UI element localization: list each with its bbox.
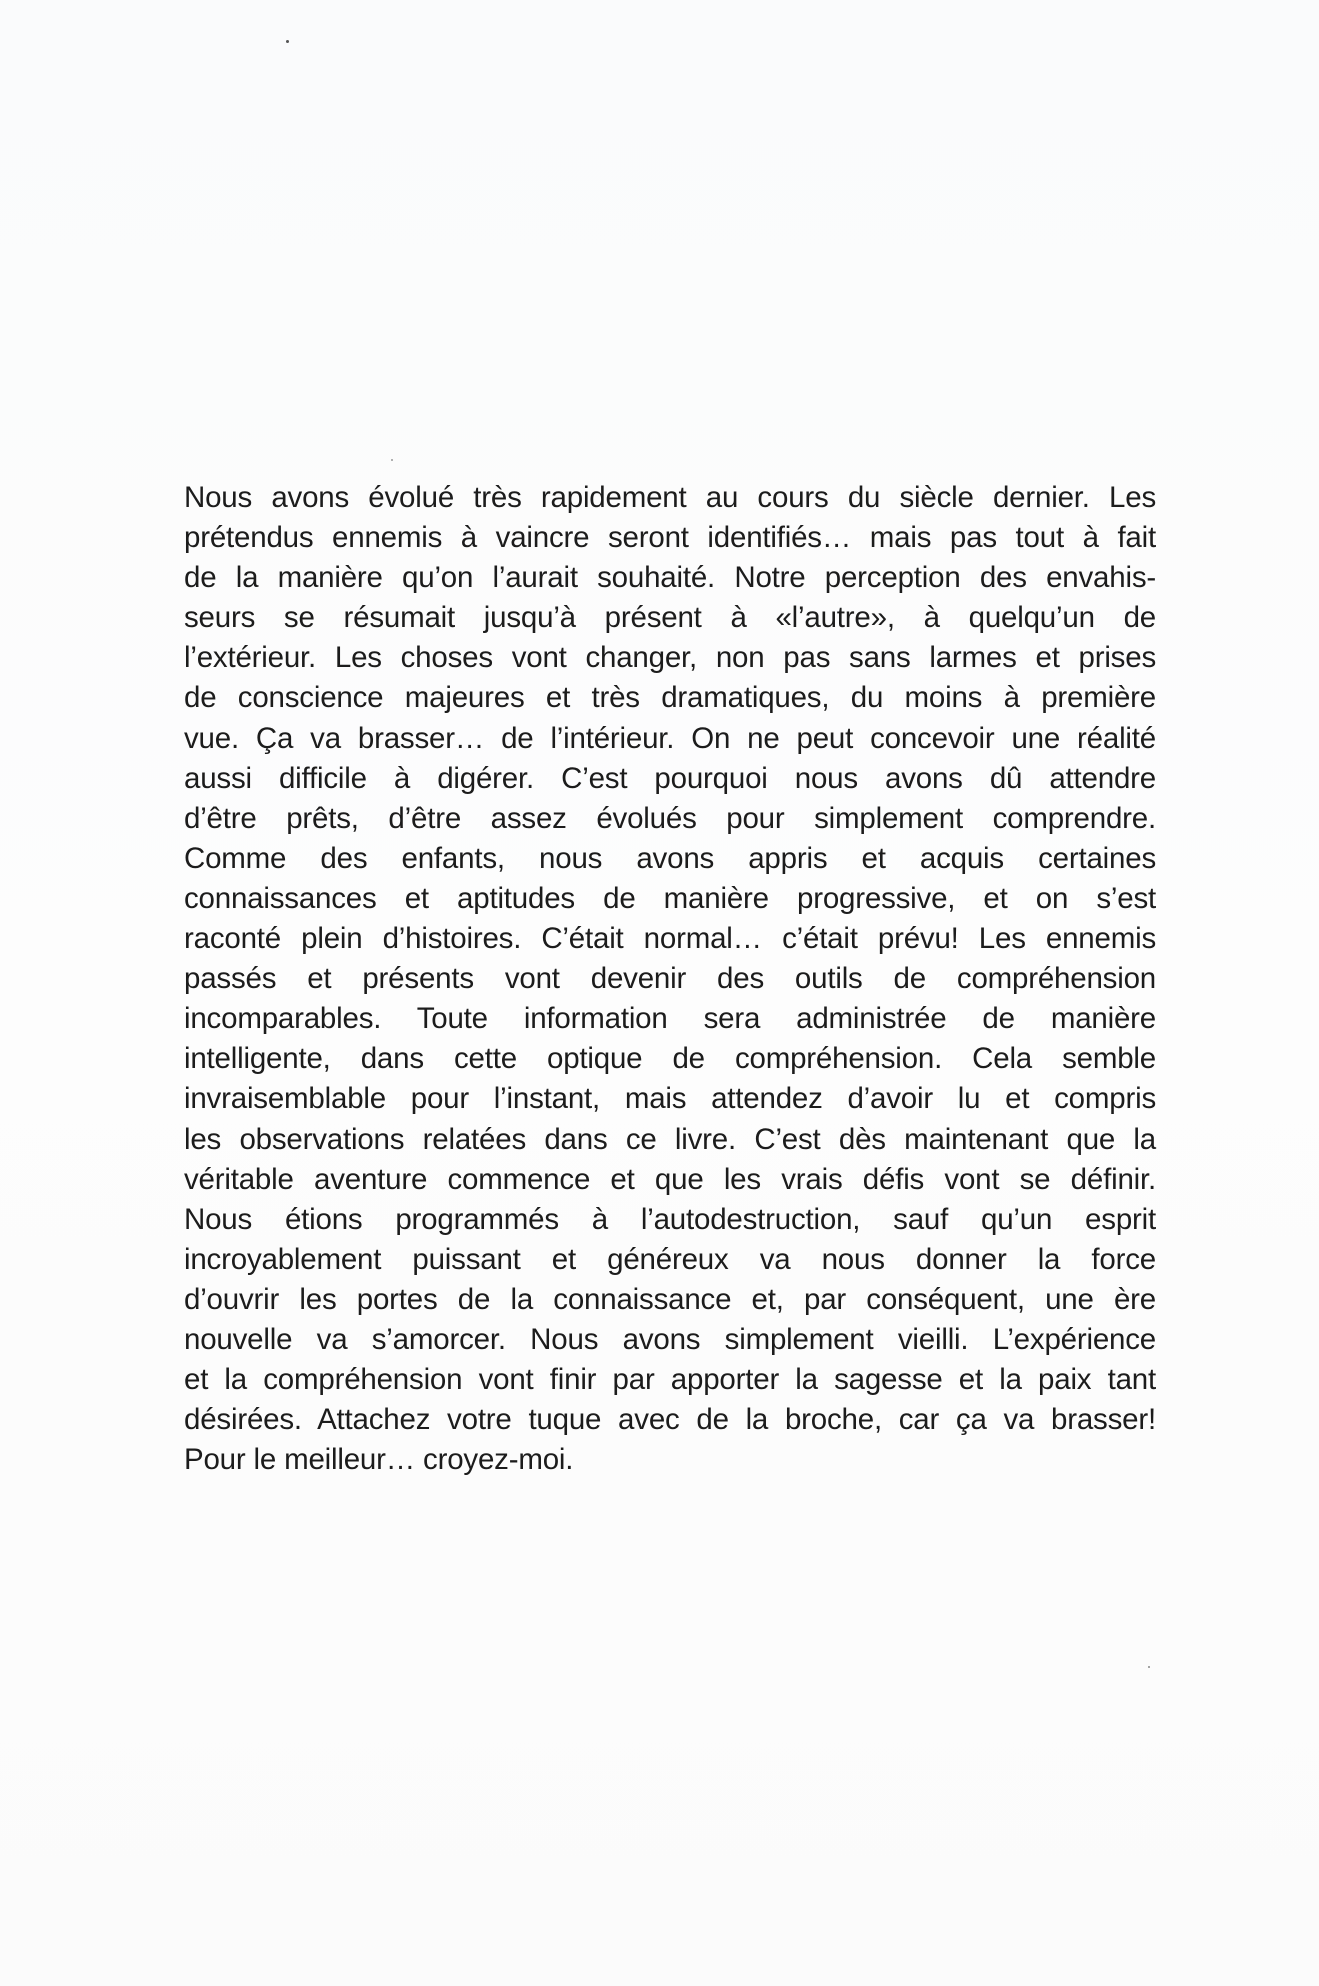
text-line: incroyablement puissant et généreux va nous donner la force — [184, 1242, 1156, 1276]
scan-speck — [391, 459, 393, 461]
text-line: passés et présents vont devenir des outils de compréhension — [184, 962, 1156, 996]
text-line: raconté plein d’histoires. C’était normal… c’était prévu! Les ennemis — [184, 922, 1156, 956]
text-line: prétendus ennemis à vaincre seront identifiés… mais pas tout à fait — [184, 521, 1156, 555]
text-line: désirées. Attachez votre tuque avec de la broche, car ça va brasser! — [184, 1403, 1156, 1437]
text-line: de la manière qu’on l’aurait souhaité. Notre perception des envahis- — [184, 561, 1156, 595]
scan-speck — [1148, 1666, 1150, 1668]
text-line: aussi difficile à digérer. C’est pourquoi nous avons dû attendre — [184, 761, 1156, 795]
text-line: Comme des enfants, nous avons appris et acquis certaines — [184, 841, 1156, 875]
text-line-last: Pour le meilleur… croyez-moi. — [184, 1443, 574, 1477]
text-line: et la compréhension vont finir par apporter la sagesse et la paix tant — [184, 1363, 1156, 1397]
text-line: Nous avons évolué très rapidement au cours du siècle dernier. Les — [184, 481, 1156, 514]
text-line: Nous étions programmés à l’autodestruction, sauf qu’un esprit — [184, 1202, 1156, 1236]
text-line: seurs se résumait jusqu’à présent à «l’autre», à quelqu’un de — [184, 601, 1156, 635]
body-paragraph — [184, 478, 1156, 1480]
text-line: l’extérieur. Les choses vont changer, non pas sans larmes et prises — [184, 641, 1156, 675]
text-line: connaissances et aptitudes de manière progressive, et on s’est — [184, 881, 1156, 915]
text-line: incomparables. Toute information sera administrée de manière — [184, 1002, 1156, 1036]
text-line: nouvelle va s’amorcer. Nous avons simplement vieilli. L’expérience — [184, 1322, 1156, 1356]
text-line: véritable aventure commence et que les vrais défis vont se définir. — [184, 1162, 1156, 1196]
text-line: les observations relatées dans ce livre. C’est dès maintenant que la — [184, 1122, 1156, 1156]
text-line: vue. Ça va brasser… de l’intérieur. On ne peut concevoir une réalité — [184, 721, 1156, 755]
text-line: invraisemblable pour l’instant, mais attendez d’avoir lu et compris — [184, 1082, 1156, 1116]
text-line: de conscience majeures et très dramatiques, du moins à première — [184, 681, 1156, 715]
scan-speck — [286, 40, 289, 43]
text-line: intelligente, dans cette optique de compréhension. Cela semble — [184, 1042, 1156, 1076]
text-line: d’ouvrir les portes de la connaissance et, par conséquent, une ère — [184, 1282, 1156, 1316]
text-line: d’être prêts, d’être assez évolués pour simplement comprendre. — [184, 801, 1156, 835]
